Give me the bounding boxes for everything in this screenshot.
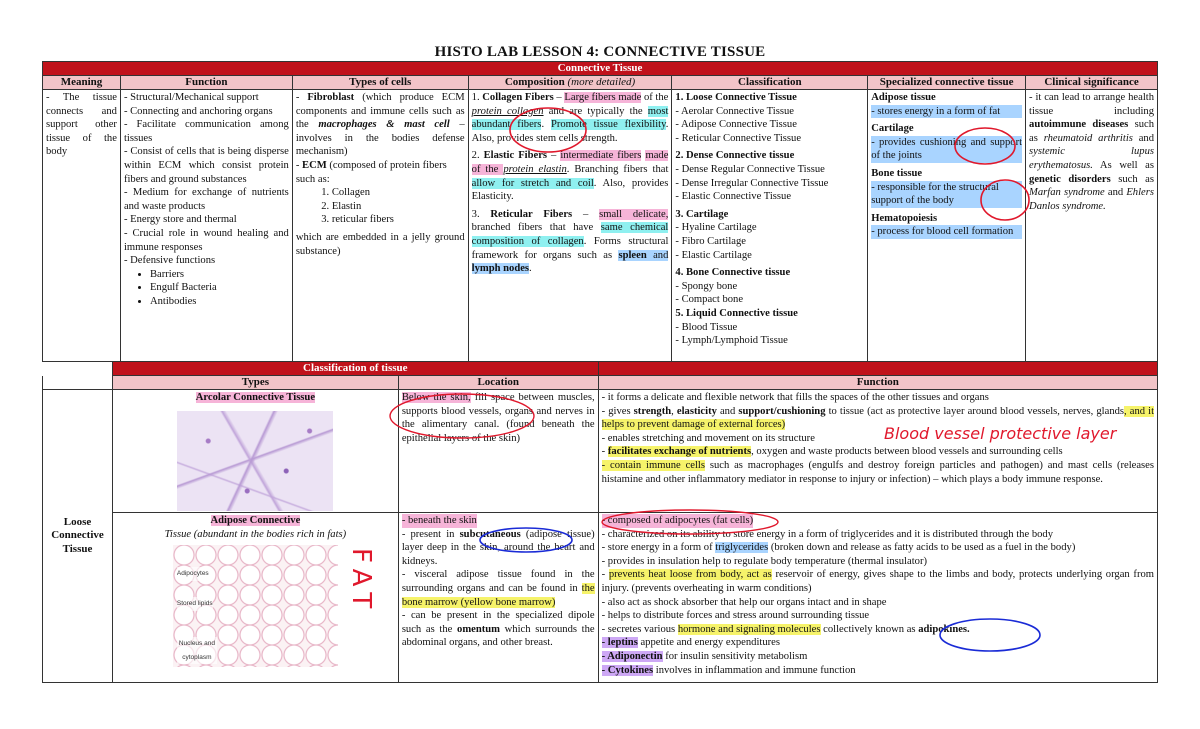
areolar-function: - it forms a delicate and flexible network that fills the spaces of the other tissues and organs - gives strength, elasticity and support/cushioning to tissue (act as protective layer around blood vessels, nerves, glands, and it helps to prevent damage of external forces) - enables stretching and movement on its structure - facilitates exchange of nutrients, oxygen and waste products between blood vessels and surrounding cells - contain immune cells such as macrophages (engulfs and destroy foreign particles and pathogen) and mast cells (releases histamine and other inflammatory mediator in response to injury or infection) – which plays a body immune response. (598, 390, 1157, 513)
function-line: - Facilitate communication among tissues (123, 119, 289, 144)
areolar-title: Arcolar Connective Tissue (195, 392, 316, 403)
function-line: - Medium for exchange of nutrients and waste products (123, 187, 289, 212)
header-specialized: Specialized connective tissue (868, 76, 1026, 90)
group-loose-connective: Loose Connective Tissue (43, 390, 113, 683)
fiber-list (296, 186, 465, 227)
function-line: - Consist of cells that is being disperse within ECM which consist protein fibers and ground substances (123, 146, 289, 185)
class-group: 1. Loose Connective Tissue - Aerolar Connective Tissue - Adipose Connective Tissue - Reticular Connective Tissue (675, 92, 802, 144)
adipose-location: - beneath the skin - present in subcutaneous (adipose tissue) layer deep in the skin, around the heart and kidneys. - visceral adipose tissue found in the surrounding organs and can be found in the bone marrow (yellow bone marrow) - can be present in the specialized dipole such as the omentum which surrounds the abdominal organs, and other breast. (398, 513, 598, 683)
list-item: 3. reticular fibers (332, 213, 465, 227)
header-meaning: Meaning (43, 76, 121, 90)
adipose-micrograph (173, 545, 338, 667)
list-item: • Engulf Bacteria (150, 281, 289, 295)
header-classification: Classification (672, 76, 868, 90)
function-line: - Crucial role in wound healing and immune responses (123, 227, 289, 253)
table2-banner: Classification of tissue (112, 362, 598, 376)
adipose-title: Adipose Connective (210, 515, 301, 526)
handwritten-fat: FAT (346, 548, 376, 617)
connective-tissue-table (42, 61, 1158, 362)
handwritten-note: Blood vessel protective layer (884, 424, 1117, 443)
classification-table (42, 361, 1158, 683)
page-title: HISTO LAB LESSON 4: CONNECTIVE TISSUE (434, 44, 766, 60)
class-group: 5. Liquid Connective tissue - Blood Tissue - Lymph/Lymphoid Tissue (675, 307, 798, 347)
img-label: Nucleus and cytoplasm (177, 637, 217, 664)
classification-cell (672, 90, 868, 362)
areolar-location: Below the skin, fill space between muscles, supports blood vessels, organs and nerves in the alimentary canal. (found beneath the epithelial layers of the skin) (398, 390, 598, 513)
function-line: - Structural/Mechanical support (123, 92, 259, 103)
adipose-subtitle: Tissue (abundant in the bodies rich in fats) (164, 528, 347, 540)
clinical-cell: - it can lead to arrange health tissue including autoimmune diseases such as rheumatoid arthritis and systemic lupus erythematosus. As well as genetic disorders such as Marfan syndrome and Ehlers Danlos syndrome. (1026, 90, 1158, 362)
specialized-cell (868, 90, 1026, 362)
ecm-text: - ECM (composed of protein fibers such as: (295, 159, 447, 185)
spec-item: Adipose tissue - stores energy in a form of fat (871, 91, 1022, 118)
spec-item: Hematopoiesis - process for blood cell formation (871, 212, 1022, 239)
elastic-text: 2. Elastic Fibers – intermediate fibers made of the protein elastin. Branching fibers that allow for stretch and coil. Also, provides Elasticity. (471, 150, 669, 203)
reticular-text: 3. Reticular Fibers – small delicate, branched fibers that have same chemical composition of collagen. Forms structural framework for organs such as spleen and lymph nodes. (471, 208, 669, 275)
header-function2: Function (598, 376, 1157, 390)
header-types-of-cells: Types of cells (292, 76, 468, 90)
class-group: 4. Bone Connective tissue - Spongy bone - Compact bone (675, 267, 791, 306)
header-function: Function (120, 76, 292, 90)
cells-cell (292, 90, 468, 362)
header-composition: Composition (more detailed) (468, 76, 672, 90)
embedded-text: which are embedded in a jelly ground substance) (295, 231, 465, 257)
defense-list (124, 268, 289, 309)
spec-item: Cartilage - provides cushioning and support of the joints (871, 123, 1023, 162)
adipose-type-cell (112, 513, 398, 683)
list-item: 1. Collagen (332, 186, 465, 200)
adipose-function: - composed of adipocytes (fat cells) - characterized on its ability to store energy in a form of triglycerides and it is distributed through the body - store energy in a form of triglycerides (broken down and release as fatty acids to be used as a fuel in the body) - provides in insulation help to regulate body temperature (thermal insulator) - prevents heat loose from body, act as reservoir of energy, gives shape to the limbs and body, protects underlying organ from injury. (prevents overheating in warm conditions) - also act as shock absorber that help our organs intact and in shape - helps to distribute forces and stress around surrounding tissue - secretes various hormone and signaling molecules collectively known as adipokines. - leptins appetite and energy expenditures - Adiponectin for insulin sensitivity metabolism - Cytokines involves in inflammation and immune function (598, 513, 1157, 683)
areolar-type-cell (112, 390, 398, 513)
list-item: • Barriers (150, 268, 289, 282)
areolar-micrograph (177, 411, 333, 511)
list-item: • Antibodies (150, 295, 289, 309)
img-label: Adipocytes (177, 567, 209, 581)
table-banner: Connective Tissue (43, 62, 1158, 76)
class-group: 3. Cartilage - Hyaline Cartilage - Fibro Cartilage - Elastic Cartilage (675, 208, 757, 261)
collagen-text: 1. Collagen Fibers – Large fibers made of the protein collagen and are typically the most abundant fibers. Promote tissue flexibility. Also, provides stem cells strength. (471, 92, 669, 144)
header-location: Location (398, 376, 598, 390)
img-label: Stored lipids (177, 597, 213, 611)
list-item: 2. Elastin (332, 200, 465, 214)
spec-item: Bone tissue - responsible for the structural support of the body (871, 167, 1022, 208)
meaning-cell: - The tissue connects and support other tissue of the body (43, 90, 121, 362)
header-clinical: Clinical significance (1026, 76, 1158, 90)
header-types: Types (112, 376, 398, 390)
function-line: - Connecting and anchoring organs (123, 105, 273, 117)
function-cell (120, 90, 292, 362)
function-line: - Defensive functions (123, 255, 216, 267)
function-line: - Energy store and thermal (123, 214, 237, 226)
fibroblast-text: - Fibroblast (which produce ECM components and immune cells such as the macrophages & mast cell – involves in the bodies defense mechanism) (295, 92, 465, 158)
composition-cell (468, 90, 672, 362)
class-group: 2. Dense Connective tissue - Dense Regular Connective Tissue - Dense Irregular Connective Tissue - Elastic Connective Tissue (675, 150, 829, 203)
